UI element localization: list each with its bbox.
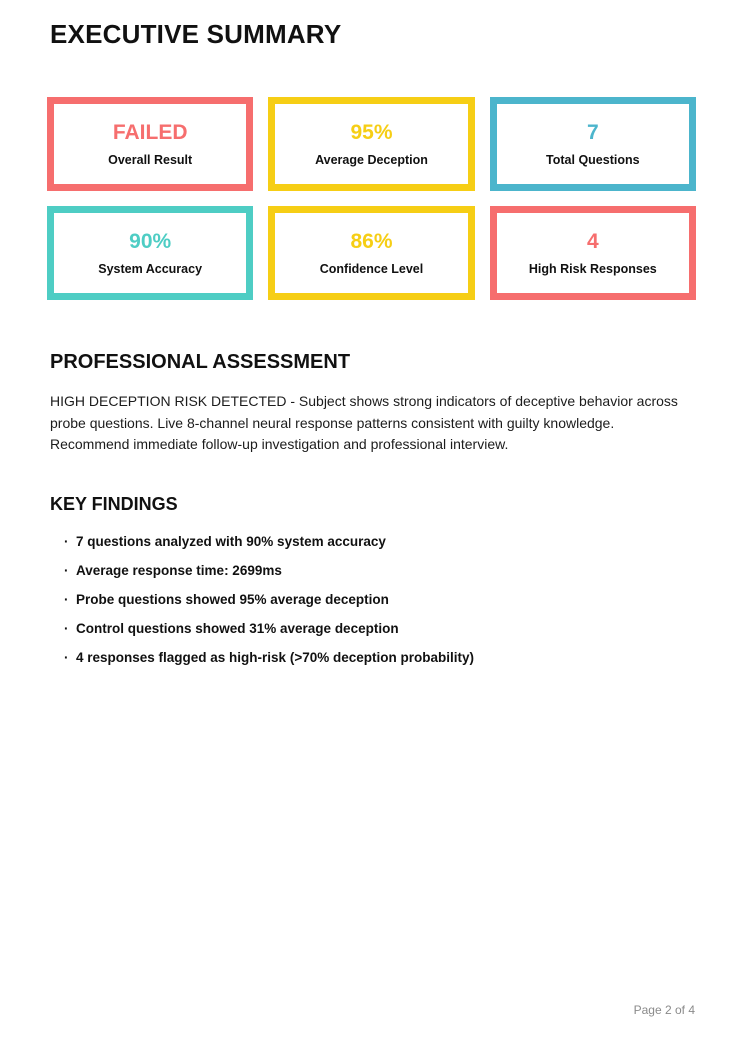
- stat-value: FAILED: [112, 120, 188, 144]
- stat-card-average-deception: [268, 97, 474, 191]
- bullet-icon: ·: [64, 649, 69, 665]
- stat-card-confidence-level: [268, 206, 474, 300]
- finding-text: Control questions showed 31% average deception: [76, 620, 399, 636]
- stat-label: Average Deception: [315, 153, 428, 168]
- finding-item: [64, 533, 693, 551]
- page-number: Page 2 of 4: [633, 1003, 695, 1017]
- bullet-icon: ·: [64, 591, 69, 607]
- stat-card-system-accuracy: [47, 206, 253, 300]
- finding-text: 4 responses flagged as high-risk (>70% deception probability): [76, 649, 474, 665]
- finding-item: [64, 649, 693, 667]
- stat-label: System Accuracy: [98, 262, 203, 277]
- finding-text: 7 questions analyzed with 90% system accuracy: [76, 533, 386, 549]
- key-findings-heading: KEY FINDINGS: [50, 493, 178, 514]
- stat-value: 90%: [129, 229, 172, 253]
- stat-label: Overall Result: [108, 153, 193, 168]
- key-findings-list: [64, 533, 693, 667]
- bullet-icon: ·: [64, 620, 69, 636]
- stat-label: High Risk Responses: [528, 262, 657, 277]
- stat-value: 95%: [350, 120, 393, 144]
- finding-item: [64, 591, 693, 609]
- finding-item: [64, 620, 693, 638]
- stats-grid: [47, 97, 696, 300]
- stat-value: 4: [586, 229, 599, 253]
- finding-text: Probe questions showed 95% average deception: [76, 591, 389, 607]
- stat-card-total-questions: [490, 97, 696, 191]
- stat-card-overall-result: [47, 97, 253, 191]
- finding-item: [64, 562, 693, 580]
- stat-label: Confidence Level: [319, 262, 424, 277]
- assessment-heading: PROFESSIONAL ASSESSMENT: [50, 351, 351, 373]
- finding-text: Average response time: 2699ms: [76, 562, 282, 578]
- stat-label: Total Questions: [546, 153, 640, 168]
- stat-value: 86%: [350, 229, 393, 253]
- stat-value: 7: [586, 120, 599, 144]
- bullet-icon: ·: [64, 562, 69, 578]
- bullet-icon: ·: [64, 533, 69, 549]
- assessment-body-text: HIGH DECEPTION RISK DETECTED - Subject shows strong indicators of deceptive behavior across probe questions. Live 8-channel neural response patterns consistent with guilty knowledge. Recommend immediate follow-up investigation and professional interview.: [50, 393, 678, 452]
- stat-card-high-risk-responses: [490, 206, 696, 300]
- page-title: EXECUTIVE SUMMARY: [50, 19, 342, 49]
